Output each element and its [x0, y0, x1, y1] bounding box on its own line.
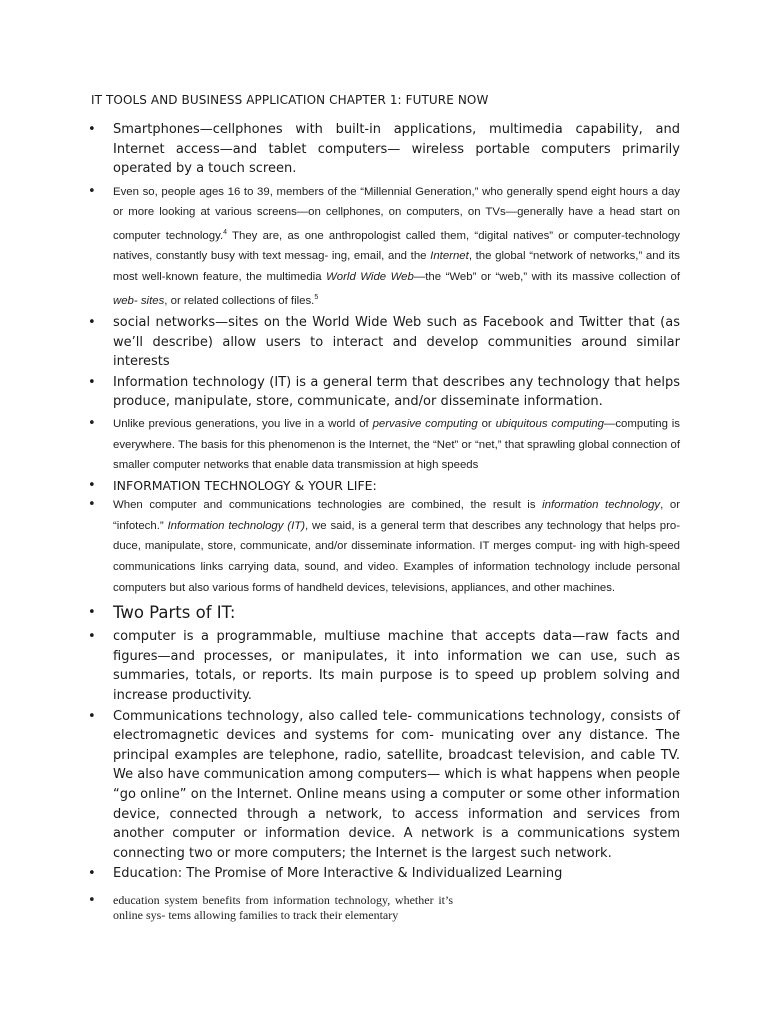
list-item: • INFORMATION TECHNOLOGY & YOUR LIFE: [88, 476, 680, 496]
list-item: • Even so, people ages 16 to 39, members of the “Millennial Generation,” who generally spend eight hours a day or more looking at various screens—on cellphones, on computers, on TVs—generally have a head start on computer technology.$^4$ They are, as one anthropologist called them, “digital natives” or computer-technology natives, constantly busy with text messag- ing, email, and the Internet, the global “network of networks,” and its most well-known feature, the multimedia World Wide Web—the “Web” or “web,” with its massive collection of web- sites, or related collections of files.$^5$ [88, 182, 680, 311]
list-item: • Smartphones—cellphones with built-in applications, multimedia capability, and Internet access—and tablet computers— wireless portable computers primarily operated by a touch screen. [88, 120, 680, 179]
list-item: • education system benefits from information technology, whether it’s online sys- tems allowing families to track their elementary [88, 893, 453, 924]
bullet-list [88, 120, 680, 924]
list-item: • When computer and communications technologies are combined, the result is information technology, or “infotech.” Information technology (IT), we said, is a general term that describes any technology that helps pro- duce, manipulate, store, communicate, and/or disseminate information. IT merges comput- ing with high-speed communications links carrying data, sound, and video. Examples of information technology include personal computers but also various forms of handheld devices, televisions, appliances, and other machines. [88, 495, 680, 598]
list-item: • social networks—sites on the World Wide Web such as Facebook and Twitter that (as we’ll describe) allow users to interact and develop communities around similar interests [88, 313, 680, 372]
list-item: • computer is a programmable, multiuse machine that accepts data—raw facts and figures—and processes, or manipulates, it into information we can use, such as summaries, totals, or reports. Its main purpose is to speed up problem solving and increase productivity. [88, 627, 680, 705]
document-title: IT TOOLS AND BUSINESS APPLICATION CHAPTER 1: FUTURE NOW [91, 93, 489, 107]
list-item: • Unlike previous generations, you live in a world of pervasive computing or ubiquitous computing—computing is everywhere. The basis for this phenomenon is the Internet, the “Net” or “net,” that sprawling global connection of smaller computer networks that enable data transmission at high speeds [88, 414, 680, 476]
list-item: • Two Parts of IT: [88, 602, 680, 624]
list-item: • Information technology (IT) is a general term that describes any technology that helps produce, manipulate, store, communicate, and/or disseminate information. [88, 373, 680, 412]
list-item: • Communications technology, also called tele- communications technology, consists of electromagnetic devices and systems for com- municating over any distance. The principal examples are telephone, radio, satellite, broadcast television, and cable TV. We also have communication among computers— which is what happens when people “go online” on the Internet. Online means using a computer or some other information device, connected through a network, to access information and services from another computer or information device. A network is a communications system connecting two or more computers; the Internet is the largest such network. [88, 707, 680, 864]
list-item: • Education: The Promise of More Interactive & Individualized Learning [88, 864, 680, 884]
